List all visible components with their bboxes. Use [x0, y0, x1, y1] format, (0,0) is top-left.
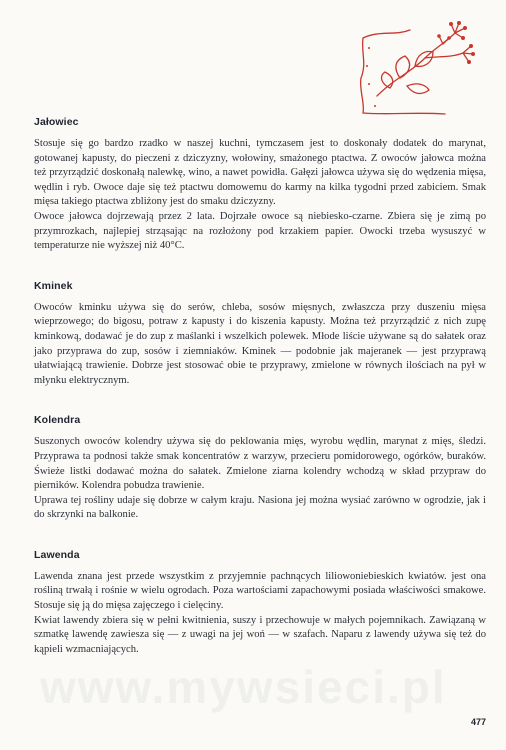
section-heading: Kminek: [34, 279, 73, 292]
section-heading: Kolendra: [34, 414, 81, 427]
page-number: 477: [470, 717, 486, 727]
section-heading: Lawenda: [34, 548, 80, 561]
paragraph: Owoce jałowca dojrzewają przez 2 lata. Dojrzałe owoce są niebiesko-czarne. Zbiera się je zimą po przymrozkach, najlepiej strząsając na rozłożony pod krzakiem papier. Owocki trzeba wysuszyć w temperaturze nie wyższej niż 40°C.: [34, 210, 486, 252]
section-lawenda: [34, 549, 486, 658]
paragraph: Lawenda znana jest przede wszystkim z przyjemnie pachnących liliowoniebieskich kwiatów. jest ona rośliną trwałą i rośnie w wielu ogrodach. Poza wartościami zapachowymi posiada właściwości smakowe. Stosuje się ją do mięsa zajęczego i cielęciny.: [34, 570, 486, 612]
section-heading: Jałowiec: [34, 116, 79, 128]
paragraph: Owoców kminku używa się do serów, chleba, sosów mięsnych, zwłaszcza przy duszeniu mięsa wieprzowego; do bigosu, potraw z kapusty i do kiszenia kapusty. Można też przyrządzić z nich zupę kminkową, dodawać je do zup z maślanki i wszelkich polewek. Młode liście używane są do sałatek oraz jako przyprawa do zup, sosów i ziemniaków. Kminek — podobnie jak majeranek — jest przyprawą ułatwiającą trawienie. Dobrze jest stosować obie te przyprawy, zmielone w równych ilościach na pył w młynku elektrycznym.: [34, 301, 486, 386]
document-body: [34, 116, 486, 657]
juniper-branch-illustration: [355, 18, 490, 118]
paragraph: Kwiat lawendy zbiera się w pełni kwitnienia, suszy i przechowuje w małych pojemnikach. Zawiązaną w szmatkę lawendę zawiesza się — z uwagi na jej woń — w szafach. Naparu z lawendy używa się też do kąpieli wzmacniających.: [34, 614, 486, 655]
paragraph: Suszonych owoców kolendry używa się do peklowania mięs, wyrobu wędlin, marynat z mięs, śledzi. Przyprawa ta podnosi także smak koncentratów z warzyw, przecieru pomidorowego, ogórków, buraków. Świeże listki dodawać można do sałatek. Zmielone ziarna kolendry wchodzą w skład przypraw do pierników. Kolendra pobudza trawienie.: [34, 436, 486, 492]
section-kolendra: [34, 414, 486, 523]
paragraph: Stosuje się go bardzo rzadko w naszej kuchni, tymczasem jest to doskonały dodatek do marynat, gotowanej kapusty, do pieczeni z dziczyzny, wołowiny, smażonego ptactwa. Z owoców jałowca można też przyrządzić doskonałą nalewkę, wino, a nawet powidła. Gałęzi jałowca używa się do wędzenia mięsa, wędlin i ryb. Owoce daje się też ptactwu domowemu do karmy na kilka tygodni przed zabiciem. Smak mięsa takiego ptactwa zbliżony jest do smaku dziczyzny.: [34, 138, 486, 208]
section-kminek: [34, 280, 486, 389]
paragraph: Uprawa tej rośliny udaje się dobrze w całym kraju. Nasiona jej można wysiać zarówno w ogrodzie, jak i do skrzynki na balkonie.: [34, 494, 486, 521]
section-jalowiec: [34, 116, 486, 254]
watermark: www.mywsieci.pl: [40, 661, 447, 713]
